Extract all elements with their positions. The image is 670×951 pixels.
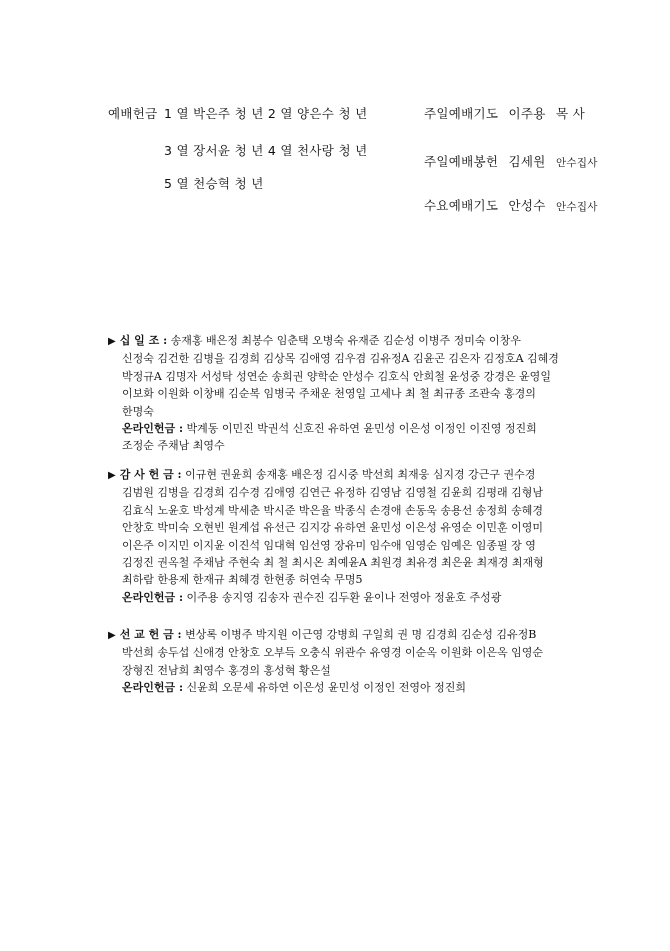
offering-line-2: 3 열 장서윤 청 년 4 열 천사랑 청 년 — [164, 143, 368, 158]
list-item: 변상록 이병주 박지원 이근영 강병희 구일희 권 명 김경희 김순성 김유정B — [185, 628, 537, 641]
list-item: 김정진 권옥철 주채남 주현숙 최 철 최시온 최예윤A 최원경 최유경 최은윤 최재경 최재형 — [122, 556, 544, 570]
list-item: 박계동 이민진 박권석 신호진 유하연 윤민성 이은성 이정인 이진영 정진희 — [186, 422, 537, 436]
list-item: 이주용 송지영 김송자 권수진 김두환 윤이나 전영아 정윤호 주성광 — [186, 590, 502, 604]
mission-section — [108, 626, 578, 697]
list-item: 최하람 한용제 한재규 최혜경 한현종 허연숙 무명5 — [122, 573, 363, 587]
wednesday-prayer-label: 수요예배기도 — [424, 198, 499, 213]
list-item: 장형진 전남희 최영수 홍경의 홍성혁 황은설 — [122, 663, 331, 677]
list-item: 한명숙 — [122, 404, 154, 418]
tithe-online-heading: 온라인헌금 : — [122, 422, 184, 436]
sunday-prayer-title: 목 사 — [555, 106, 585, 121]
bullet-icon: ▶ — [108, 470, 116, 481]
list-item: 신정숙 김건한 김병을 김경희 김상목 김애영 김우겸 김유정A 김윤곤 김은자 김정호A 김혜경 — [122, 352, 559, 366]
tithe-section — [108, 332, 578, 455]
thanks-online-heading: 온라인헌금 : — [122, 590, 184, 604]
offering-line-3: 5 열 천승혁 청 년 — [164, 176, 264, 191]
list-item: 신윤희 오문세 유하연 이은성 윤민성 이정인 전영아 정진희 — [186, 681, 467, 695]
list-item: 조정순 주채남 최영수 — [122, 439, 225, 453]
mission-online-heading: 온라인헌금 : — [122, 681, 184, 695]
list-item: 박선희 송두섭 신애경 안창호 오부득 오충식 위관수 유영경 이순옥 이원화 이은옥 임영순 — [122, 646, 543, 660]
list-item: 김효식 노윤호 박성계 박세춘 박시준 박은율 박종식 손경애 손동욱 송용선 송정희 송혜경 — [122, 503, 543, 517]
thanks-heading: 감 사 헌 금 : — [119, 468, 182, 481]
sunday-prayer-label: 주일예배기도 — [424, 106, 499, 121]
tithe-online-line — [108, 420, 578, 437]
wednesday-prayer-title: 안수집사 — [555, 201, 598, 213]
tithe-heading-line — [108, 332, 578, 350]
sunday-offering-name: 김세원 — [508, 154, 546, 169]
bullet-icon: ▶ — [108, 336, 116, 347]
mission-online-line — [108, 679, 578, 696]
sunday-offering — [424, 152, 598, 170]
sunday-offering-title: 안수집사 — [555, 157, 598, 169]
thanks-online-line — [108, 589, 578, 606]
wednesday-prayer — [424, 196, 598, 214]
bullet-icon: ▶ — [108, 630, 116, 641]
sunday-prayer — [424, 104, 585, 122]
list-item: 김범원 김병을 김경희 김수경 김애영 김연근 유정하 김영남 김영철 김윤희 김평래 김형남 — [122, 486, 543, 500]
mission-heading: 선 교 헌 금 : — [119, 628, 182, 641]
offering-title: 예배헌금 — [108, 106, 158, 121]
mission-heading-line — [108, 626, 578, 644]
sunday-prayer-name: 이주용 — [508, 106, 546, 121]
wednesday-prayer-name: 안성수 — [508, 198, 546, 213]
list-item: 이보화 이원화 이창배 김순복 임병국 주채운 천영일 고세나 최 철 최규종 조관숙 홍경의 — [122, 387, 536, 401]
list-item: 이규현 권윤희 송재홍 배은정 김시중 박선희 최재웅 심지경 강근구 권수경 — [185, 468, 536, 481]
thanks-section — [108, 466, 578, 606]
tithe-heading: 십 일 조 : — [119, 334, 168, 347]
offering-line-1: 1 열 박은주 청 년 2 열 양은수 청 년 — [164, 106, 368, 121]
list-item: 송재홍 배은정 최봉수 임춘택 오병숙 유재준 김순성 이병주 정미숙 이창우 — [170, 334, 521, 347]
thanks-heading-line — [108, 466, 578, 484]
list-item: 이은주 이지민 이지윤 이진석 임대혁 임선영 장유미 임수애 임영순 임예은 임종필 장 영 — [122, 538, 536, 552]
list-item: 안창호 박미숙 오현빈 원계섭 유선근 김지강 유하연 윤민성 이은성 유영순 이민훈 이영미 — [122, 521, 543, 535]
list-item: 박정규A 김명자 서성탁 성연순 송희권 양학순 안성수 김호식 안희철 윤성중 강경은 윤영일 — [122, 369, 551, 383]
sunday-offering-label: 주일예배봉헌 — [424, 154, 499, 169]
